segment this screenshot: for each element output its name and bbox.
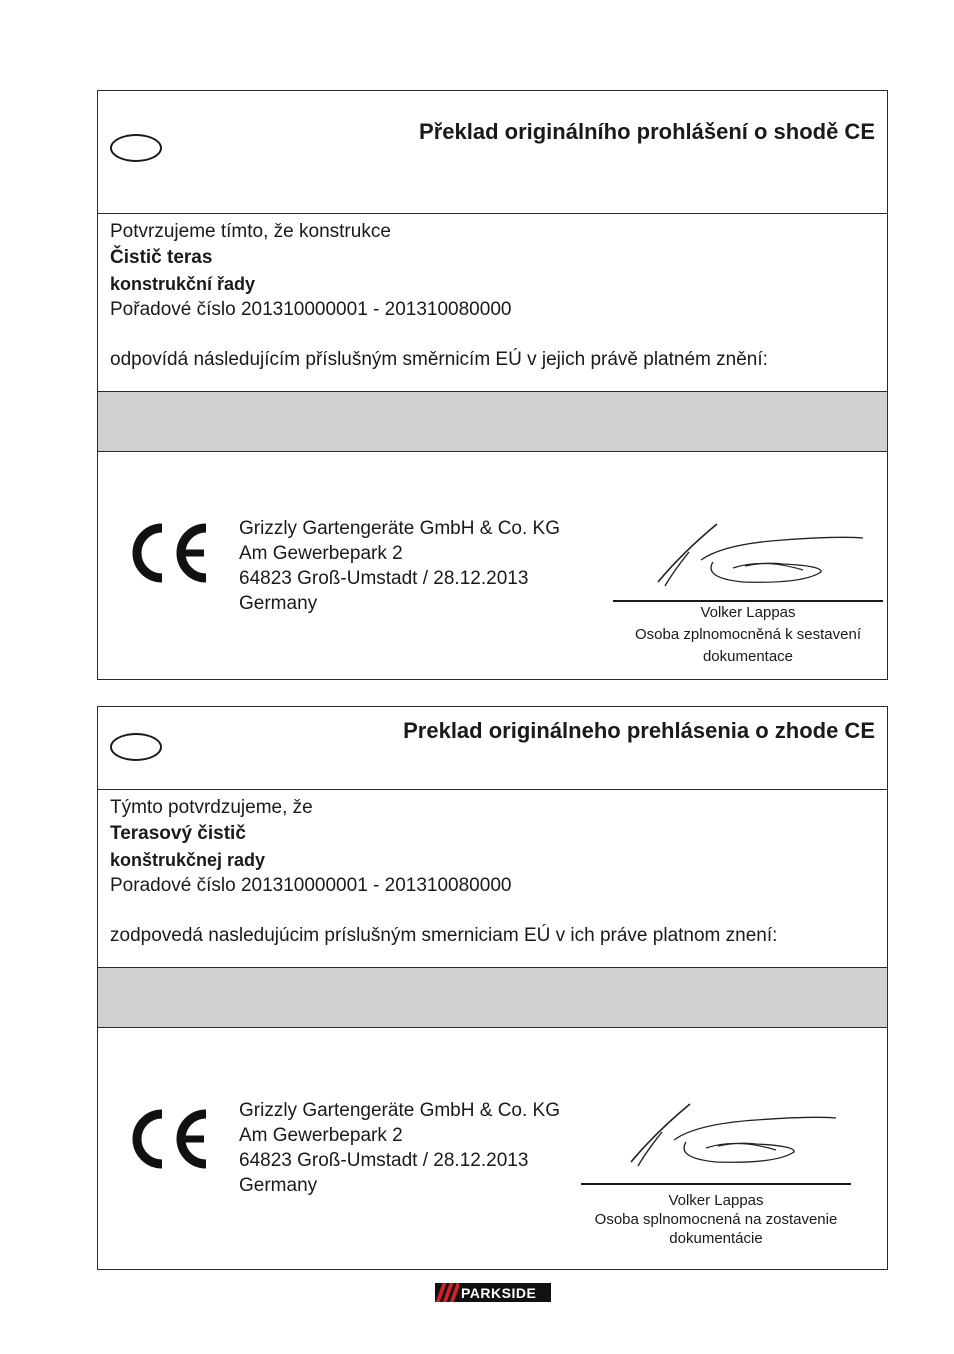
directives-band xyxy=(98,392,887,452)
signer-name: Volker Lappas xyxy=(700,604,796,621)
country-code-oval xyxy=(110,134,162,162)
declaration-title: Překlad originálního prohlášení o shodě CE xyxy=(419,119,875,144)
street: Am Gewerbepark 2 xyxy=(239,543,403,564)
signer-role: Osoba splnomocnená na zostavenie xyxy=(594,1211,838,1228)
ce-mark-icon xyxy=(126,520,210,586)
signer-role-cont: dokumentácie xyxy=(669,1230,763,1247)
series-label: konštrukčnej rady xyxy=(110,850,266,870)
country: Germany xyxy=(239,593,318,614)
serial-number: Pořadové číslo 201310000001 - 201310080000 xyxy=(110,299,512,320)
declaration-cz xyxy=(97,90,888,680)
city-date: 64823 Groß-Umstadt / 28.12.2013 xyxy=(239,1150,529,1171)
declaration-sk xyxy=(97,706,888,1270)
country-code-oval xyxy=(110,733,162,761)
product-name: Čistič teras xyxy=(110,247,213,268)
company-name: Grizzly Gartengeräte GmbH & Co. KG xyxy=(239,1100,560,1121)
signer-block xyxy=(581,1191,851,1248)
directives-band xyxy=(98,968,887,1028)
parkside-logo xyxy=(435,1283,551,1302)
ce-mark-icon xyxy=(126,1106,210,1172)
signature-image xyxy=(626,1102,846,1172)
signature-line xyxy=(581,1183,851,1185)
declaration-header xyxy=(98,707,887,790)
city-date: 64823 Groß-Umstadt / 28.12.2013 xyxy=(239,568,529,589)
logo-wordmark: PARKSIDE xyxy=(461,1284,537,1301)
declaration-body xyxy=(98,790,887,968)
company-name: Grizzly Gartengeräte GmbH & Co. KG xyxy=(239,518,560,539)
country: Germany xyxy=(239,1175,318,1196)
signer-block xyxy=(613,602,883,668)
signature-image xyxy=(653,522,873,592)
product-name: Terasový čistič xyxy=(110,823,246,844)
signer-role-cont: dokumentace xyxy=(702,648,794,665)
logo-stripes-icon xyxy=(435,1283,459,1302)
manufacturer-address xyxy=(239,1098,560,1198)
manufacturer-address xyxy=(239,516,560,616)
series-label: konstrukční řady xyxy=(110,274,256,294)
serial-number: Poradové číslo 201310000001 - 201310080000 xyxy=(110,875,512,896)
signer-role: Osoba zplnomocněná k sestavení xyxy=(635,626,861,643)
signer-name: Volker Lappas xyxy=(668,1192,764,1209)
declaration-title: Preklad originálneho prehlásenia o zhode CE xyxy=(403,718,875,743)
declaration-body xyxy=(98,214,887,392)
intro-text: Potvrzujeme tímto, že konstrukce xyxy=(110,221,391,242)
intro-text: Týmto potvrdzujeme, že xyxy=(110,797,313,818)
conformity-text: zodpovedá nasledujúcim príslušným smerniciam EÚ v ich práve platnom znení: xyxy=(110,925,778,946)
street: Am Gewerbepark 2 xyxy=(239,1125,403,1146)
declaration-header xyxy=(98,91,887,214)
conformity-text: odpovídá následujícím příslušným směrnicím EÚ v jejich právě platném znění: xyxy=(110,349,768,370)
